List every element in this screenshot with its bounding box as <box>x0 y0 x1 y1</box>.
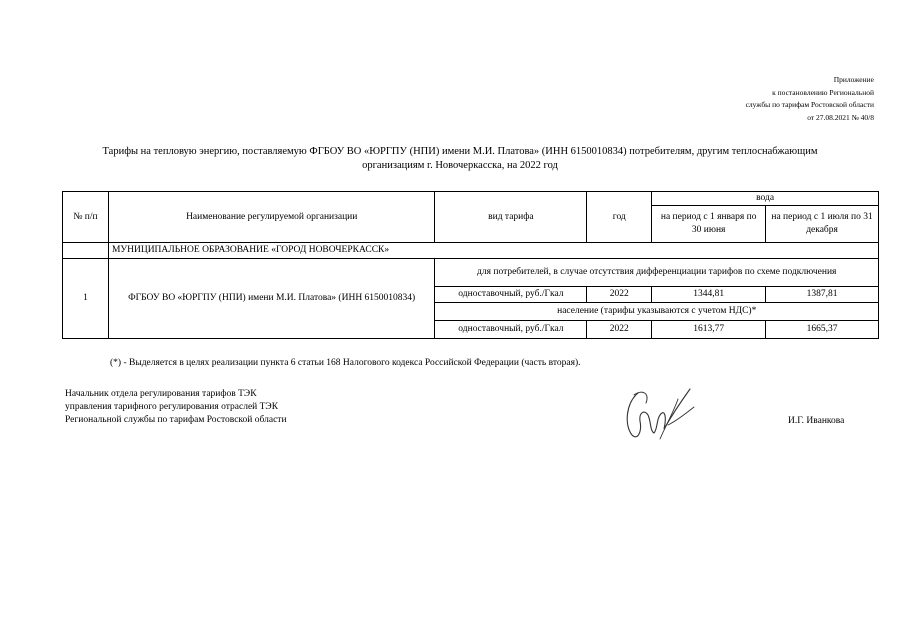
header-period-2: на период с 1 июля по 31 декабря <box>766 206 879 243</box>
header-tariff-type: вид тарифа <box>435 192 587 243</box>
group-2-value-2: 1665,37 <box>766 321 879 339</box>
signer-block <box>65 388 287 427</box>
section-row <box>63 243 879 259</box>
document-title <box>60 145 860 173</box>
header-water: вода <box>652 192 879 206</box>
appendix-line-1: Приложение <box>833 75 874 84</box>
signer-line-3: Региональной службы по тарифам Ростовской области <box>65 415 287 425</box>
header-period-1: на период с 1 января по 30 июня <box>652 206 766 243</box>
appendix-line-3: службы по тарифам Ростовской области <box>745 100 874 109</box>
appendix-line-2: к постановлению Региональной <box>772 87 874 97</box>
section-num-cell <box>63 243 109 259</box>
header-year: год <box>587 192 652 243</box>
group-1-year: 2022 <box>587 287 652 303</box>
header-org: Наименование регулируемой организации <box>108 192 435 243</box>
row-num: 1 <box>63 259 109 339</box>
group-2-value-1: 1613,77 <box>652 321 766 339</box>
table-row <box>63 259 879 287</box>
signature-image <box>620 385 700 447</box>
group-1-label: для потребителей, в случае отсутствия дифференциации тарифов по схеме подключения <box>435 259 879 287</box>
group-2-type: одноставочный, руб./Гкал <box>435 321 587 339</box>
title-line-2: организациям г. Новочеркасска, на 2022 год <box>362 160 558 171</box>
appendix-line-4: от 27.08.2021 № 40/8 <box>807 112 874 122</box>
group-1-value-2: 1387,81 <box>766 287 879 303</box>
group-1-value-1: 1344,81 <box>652 287 766 303</box>
appendix-block <box>746 74 874 124</box>
title-line-1: Тарифы на тепловую энергию, поставляемую ФГБОУ ВО «ЮРГПУ (НПИ) имени М.И. Платова» (ИНН 6150010834) потребителям, другим теплоснабжающим <box>102 146 818 157</box>
group-2-label: население (тарифы указываются с учетом НДС)* <box>435 303 879 321</box>
signer-name: И.Г. Иванкова <box>788 416 845 426</box>
signer-line-2: управления тарифного регулирования отраслей ТЭК <box>65 402 279 412</box>
header-num: № п/п <box>63 192 109 243</box>
group-2-year: 2022 <box>587 321 652 339</box>
footnote: (*) - Выделяется в целях реализации пункта 6 статьи 168 Налогового кодекса Российской Федерации (часть вторая). <box>110 358 581 368</box>
header-row-top <box>63 192 879 206</box>
section-label: МУНИЦИПАЛЬНОЕ ОБРАЗОВАНИЕ «ГОРОД НОВОЧЕРКАССК» <box>108 243 878 259</box>
group-1-type: одноставочный, руб./Гкал <box>435 287 587 303</box>
tariff-table <box>62 191 879 339</box>
row-org: ФГБОУ ВО «ЮРГПУ (НПИ) имени М.И. Платова» (ИНН 6150010834) <box>108 259 435 339</box>
signer-line-1: Начальник отдела регулирования тарифов ТЭК <box>65 389 257 399</box>
